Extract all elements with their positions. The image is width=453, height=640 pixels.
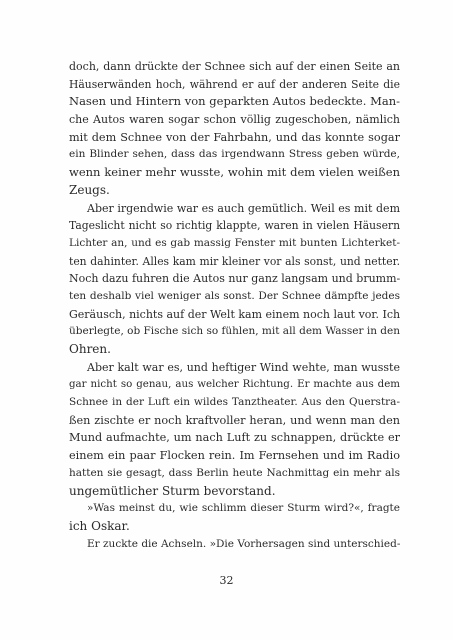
text-line: mit dem Schnee von der Fahrbahn, und das konnte sogar <box>69 130 400 144</box>
text-line: Aber irgendwie war es auch gemütlich. Weil es mit dem <box>87 201 400 215</box>
text-line: Aber kalt war es, und heftiger Wind wehte, man wusste <box>87 360 400 374</box>
text-line: ungemütlicher Sturm bevorstand. <box>69 483 276 498</box>
text-line: ßen zischte er noch kraftvoller heran, und wenn man den <box>69 413 400 427</box>
text-line: Ohren. <box>69 342 111 356</box>
paragraph <box>69 58 400 200</box>
text-line: ten deshalb viel weniger als sonst. Der Schnee dämpfte jedes <box>69 289 400 302</box>
text-line: Lichter an, und es gab massig Fenster mit bunten Lichterket- <box>69 236 400 249</box>
text-line: wenn keiner mehr wusste, wohin mit dem vielen weißen <box>69 165 400 180</box>
text-line: Häuserwänden hoch, während er auf der anderen Seite die <box>69 77 400 91</box>
text-line: Nasen und Hintern von geparkten Autos bedeckte. Man- <box>69 94 400 109</box>
paragraph <box>69 500 400 535</box>
text-line: Mund aufmachte, um nach Luft zu schnappen, drückte er <box>69 431 400 445</box>
paragraph <box>69 536 400 554</box>
page-number: 32 <box>219 574 234 587</box>
text-line: gar nicht so genau, aus welcher Richtung. Er machte aus dem <box>69 378 400 391</box>
text-line: ten dahinter. Alles kam mir kleiner vor als sonst, und netter. <box>69 254 400 268</box>
text-line: überlegte, ob Fische sich so fühlen, mit all dem Wasser in den <box>69 325 400 338</box>
text-line: Geräusch, nichts auf der Welt kam einem noch laut vor. Ich <box>69 307 401 321</box>
text-line: doch, dann drückte der Schnee sich auf der einen Seite an <box>69 60 400 73</box>
paragraph <box>69 359 400 501</box>
text-line: einem ein paar Flocken rein. Im Fernsehen und im Radio <box>69 449 400 463</box>
text-line: Zeugs. <box>69 182 110 197</box>
paragraph <box>69 200 400 359</box>
text-line: Schnee in der Luft ein wildes Tanztheater. Aus den Querstra- <box>69 396 400 409</box>
text-line: Er zuckte die Achseln. »Die Vorhersagen sind unterschied- <box>87 537 401 550</box>
text-line: Noch dazu fuhren die Autos nur ganz langsam und brumm- <box>69 272 401 286</box>
text-line: »Was meinst du, wie schlimm dieser Sturm wird?«, fragte <box>87 502 400 515</box>
text-line: che Autos waren sogar schon völlig zugeschoben, nämlich <box>69 113 400 127</box>
text-line: ich Oskar. <box>69 518 130 533</box>
text-line: ein Blinder sehen, dass das irgendwann Stress geben würde, <box>69 148 400 161</box>
body-text <box>69 58 400 553</box>
text-line: Tageslicht nicht so richtig klappte, waren in vielen Häusern <box>69 219 400 233</box>
text-line: hatten sie gesagt, dass Berlin heute Nachmittag ein mehr als <box>69 466 400 479</box>
